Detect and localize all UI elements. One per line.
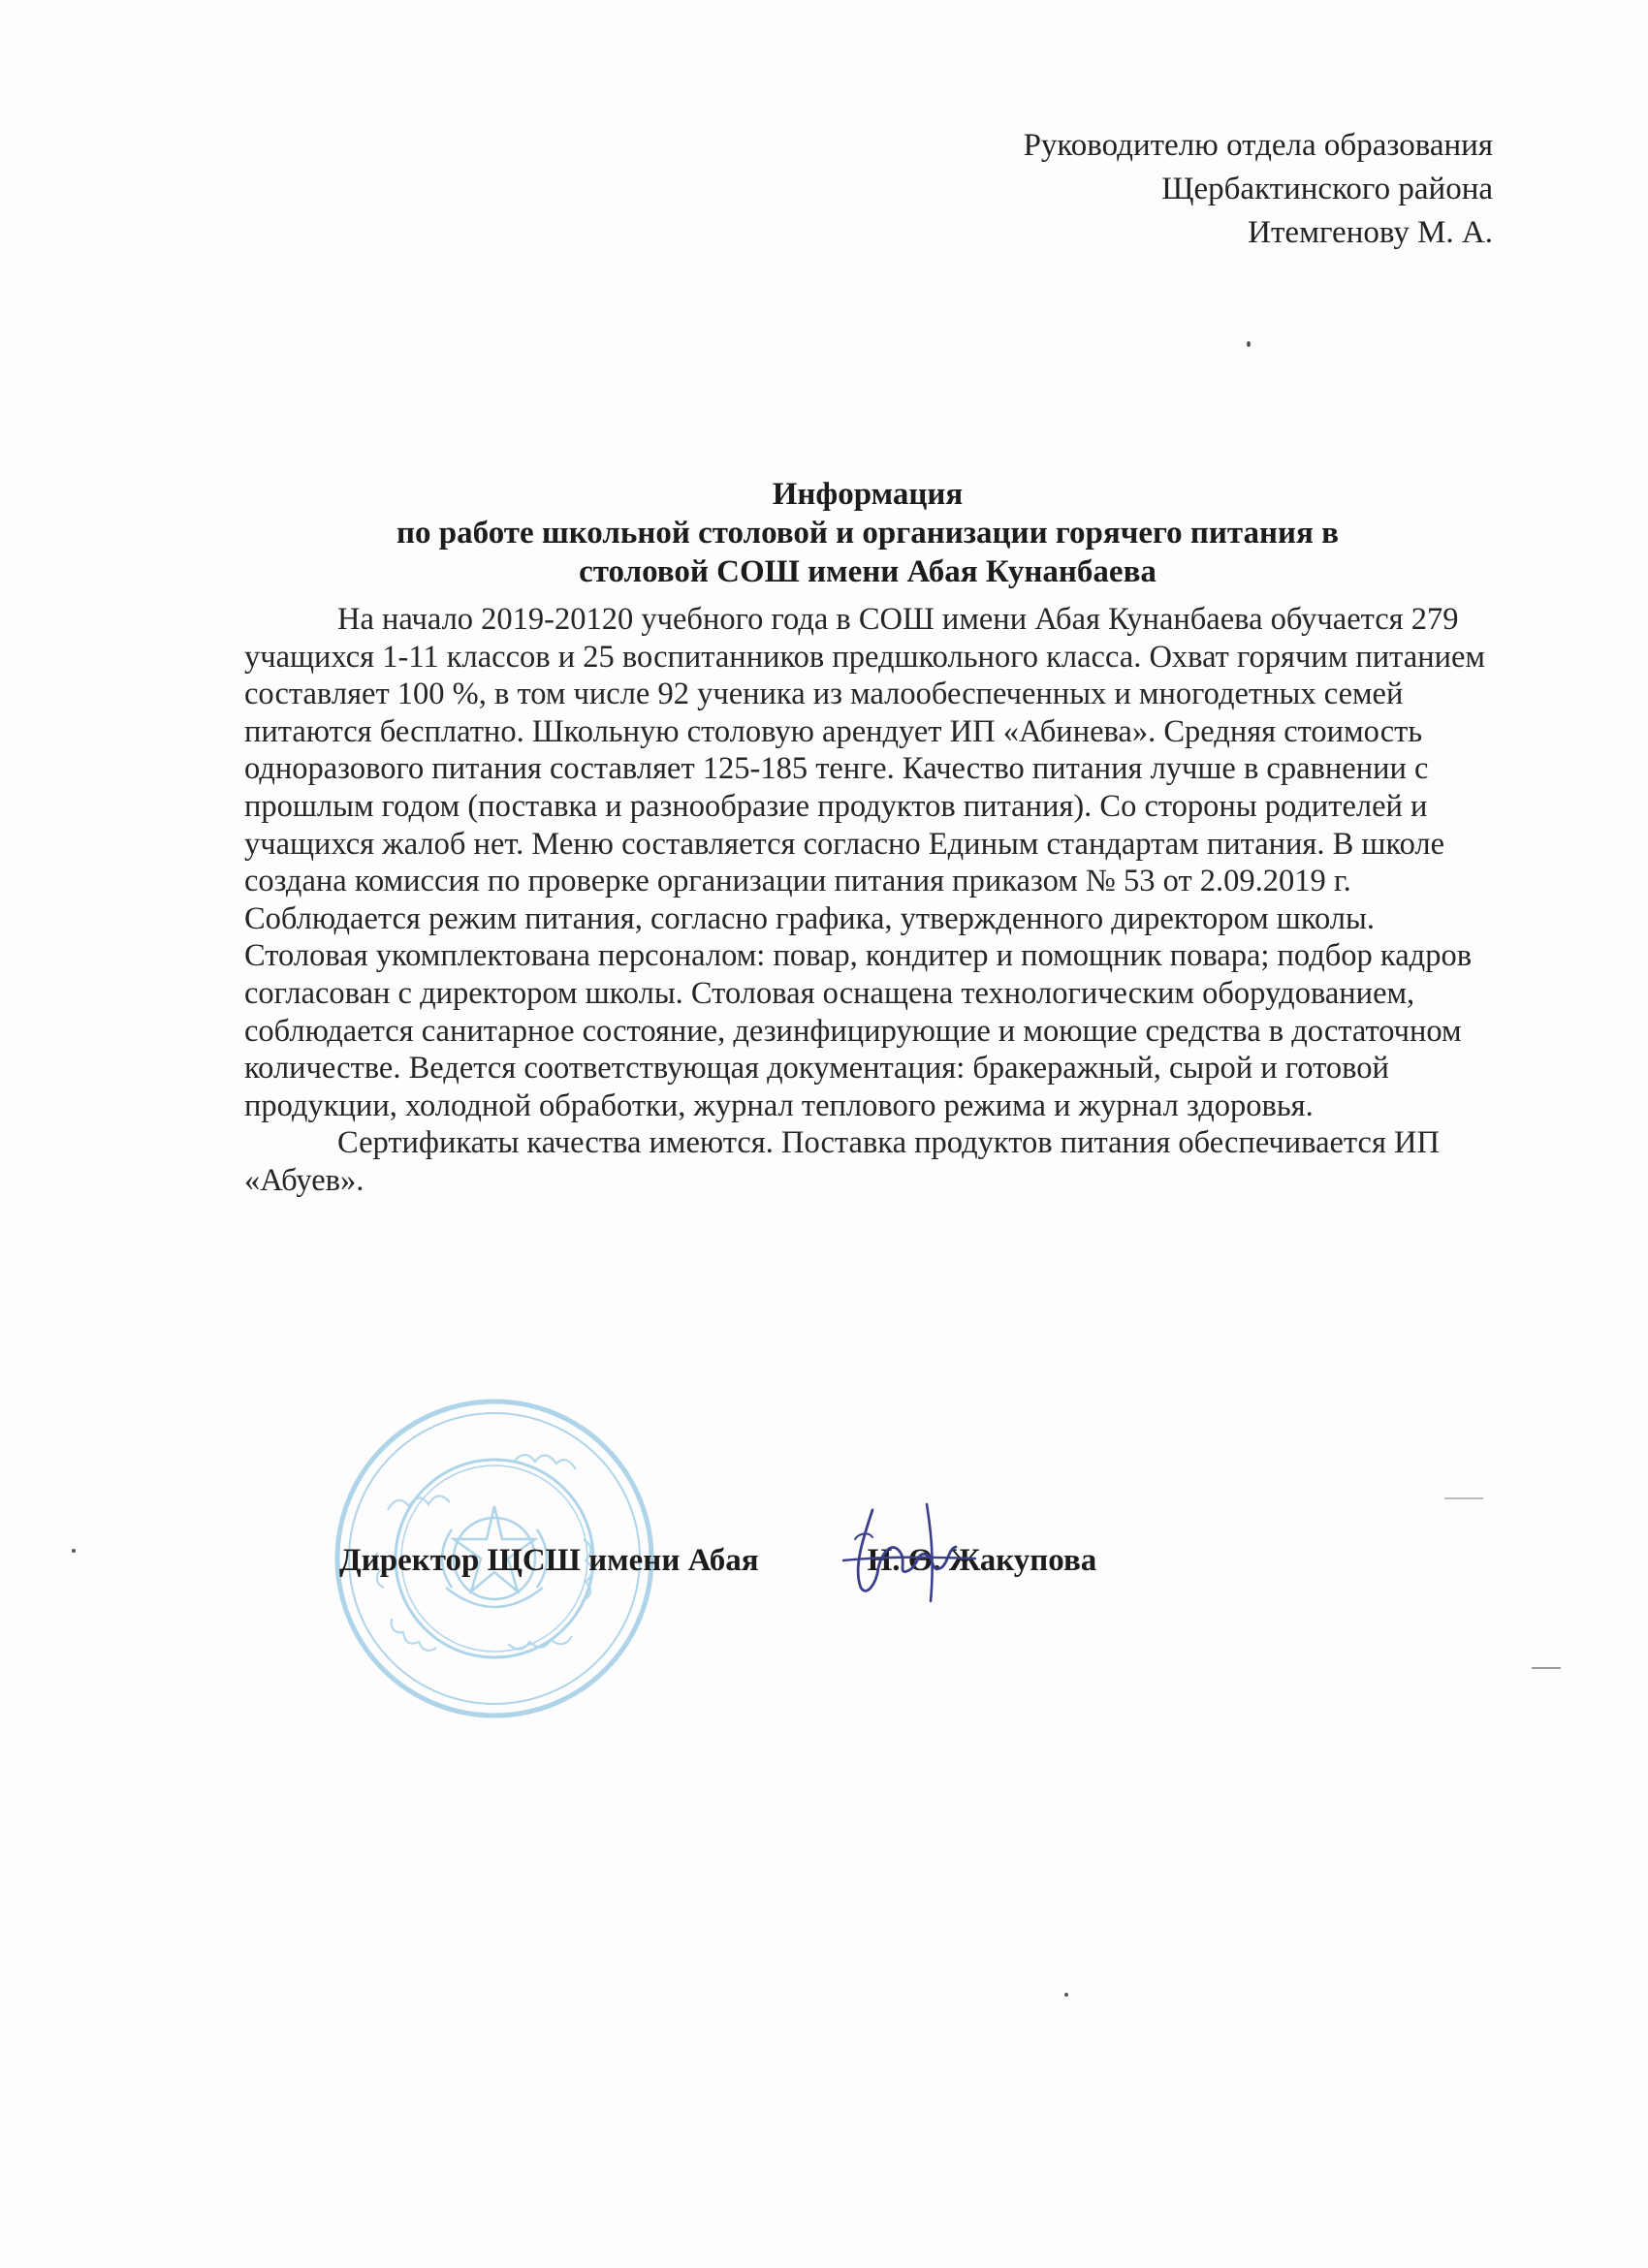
document-body — [244, 601, 1505, 1200]
title-line-1: Информация — [772, 477, 964, 512]
scan-speck — [1064, 1993, 1068, 1997]
signatory-position: Директор ЩСШ имени Абая — [339, 1543, 759, 1578]
scan-speck — [1532, 1667, 1561, 1669]
document-title — [242, 475, 1493, 591]
addressee-line-3: Итемгенову М. А. — [1248, 215, 1493, 250]
signature-line — [339, 1541, 1096, 1580]
addressee-block — [1024, 124, 1493, 255]
scan-speck — [1444, 1497, 1483, 1499]
body-paragraph-1: На начало 2019-20120 учебного года в СОШ имени Абая Кунанбаева обучается 279 учащихся 1-11 классов и 25 воспитанников предшкольного класса. Охват горячим питанием составляет 100 %, в том числе 92 ученика из малообеспеченных и многодетных семей питаются бесплатно. Школьную столовую арендует ИП «Абинева». Средняя стоимость одноразового питания составляет 125-185 тенге. Качество питания лучше в сравнении с прошлым годом (поставка и разнообразие продуктов питания). Со стороны родителей и учащихся жалоб нет. Меню составляется согласно Единым стандартам питания. В школе создана комиссия по проверке организации питания приказом № 53 от 2.09.2019 г. Соблюдается режим питания, согласно графика, утвержденного директором школы. Столовая укомплектована персоналом: повар, кондитер и помощник повара; подбор кадров согласован с директором школы. Столовая оснащена технологическим оборудованием, соблюдается санитарное состояние, дезинфицирующие и моющие средства в достаточном количестве. Ведется соответствующая документация: бракеражный, сырой и готовой продукции, холодной обработки, журнал теплового режима и журнал здоровья. — [244, 602, 1485, 1123]
handwritten-signature — [834, 1500, 979, 1607]
addressee-line-1: Руководителю отдела образования — [1023, 128, 1493, 163]
body-paragraph-2: Сертификаты качества имеются. Поставка продуктов питания обеспечивается ИП «Абуев». — [244, 1125, 1440, 1198]
title-line-2: по работе школьной столовой и организации горячего питания в — [396, 516, 1339, 551]
scan-speck — [1247, 341, 1251, 347]
signatory-name: Н. Ө. Жакупова — [867, 1543, 1097, 1578]
addressee-line-2: Щербактинского района — [1161, 172, 1493, 206]
scan-speck — [72, 1549, 76, 1553]
title-line-3: столовой СОШ имени Абая Кунанбаева — [579, 554, 1157, 589]
